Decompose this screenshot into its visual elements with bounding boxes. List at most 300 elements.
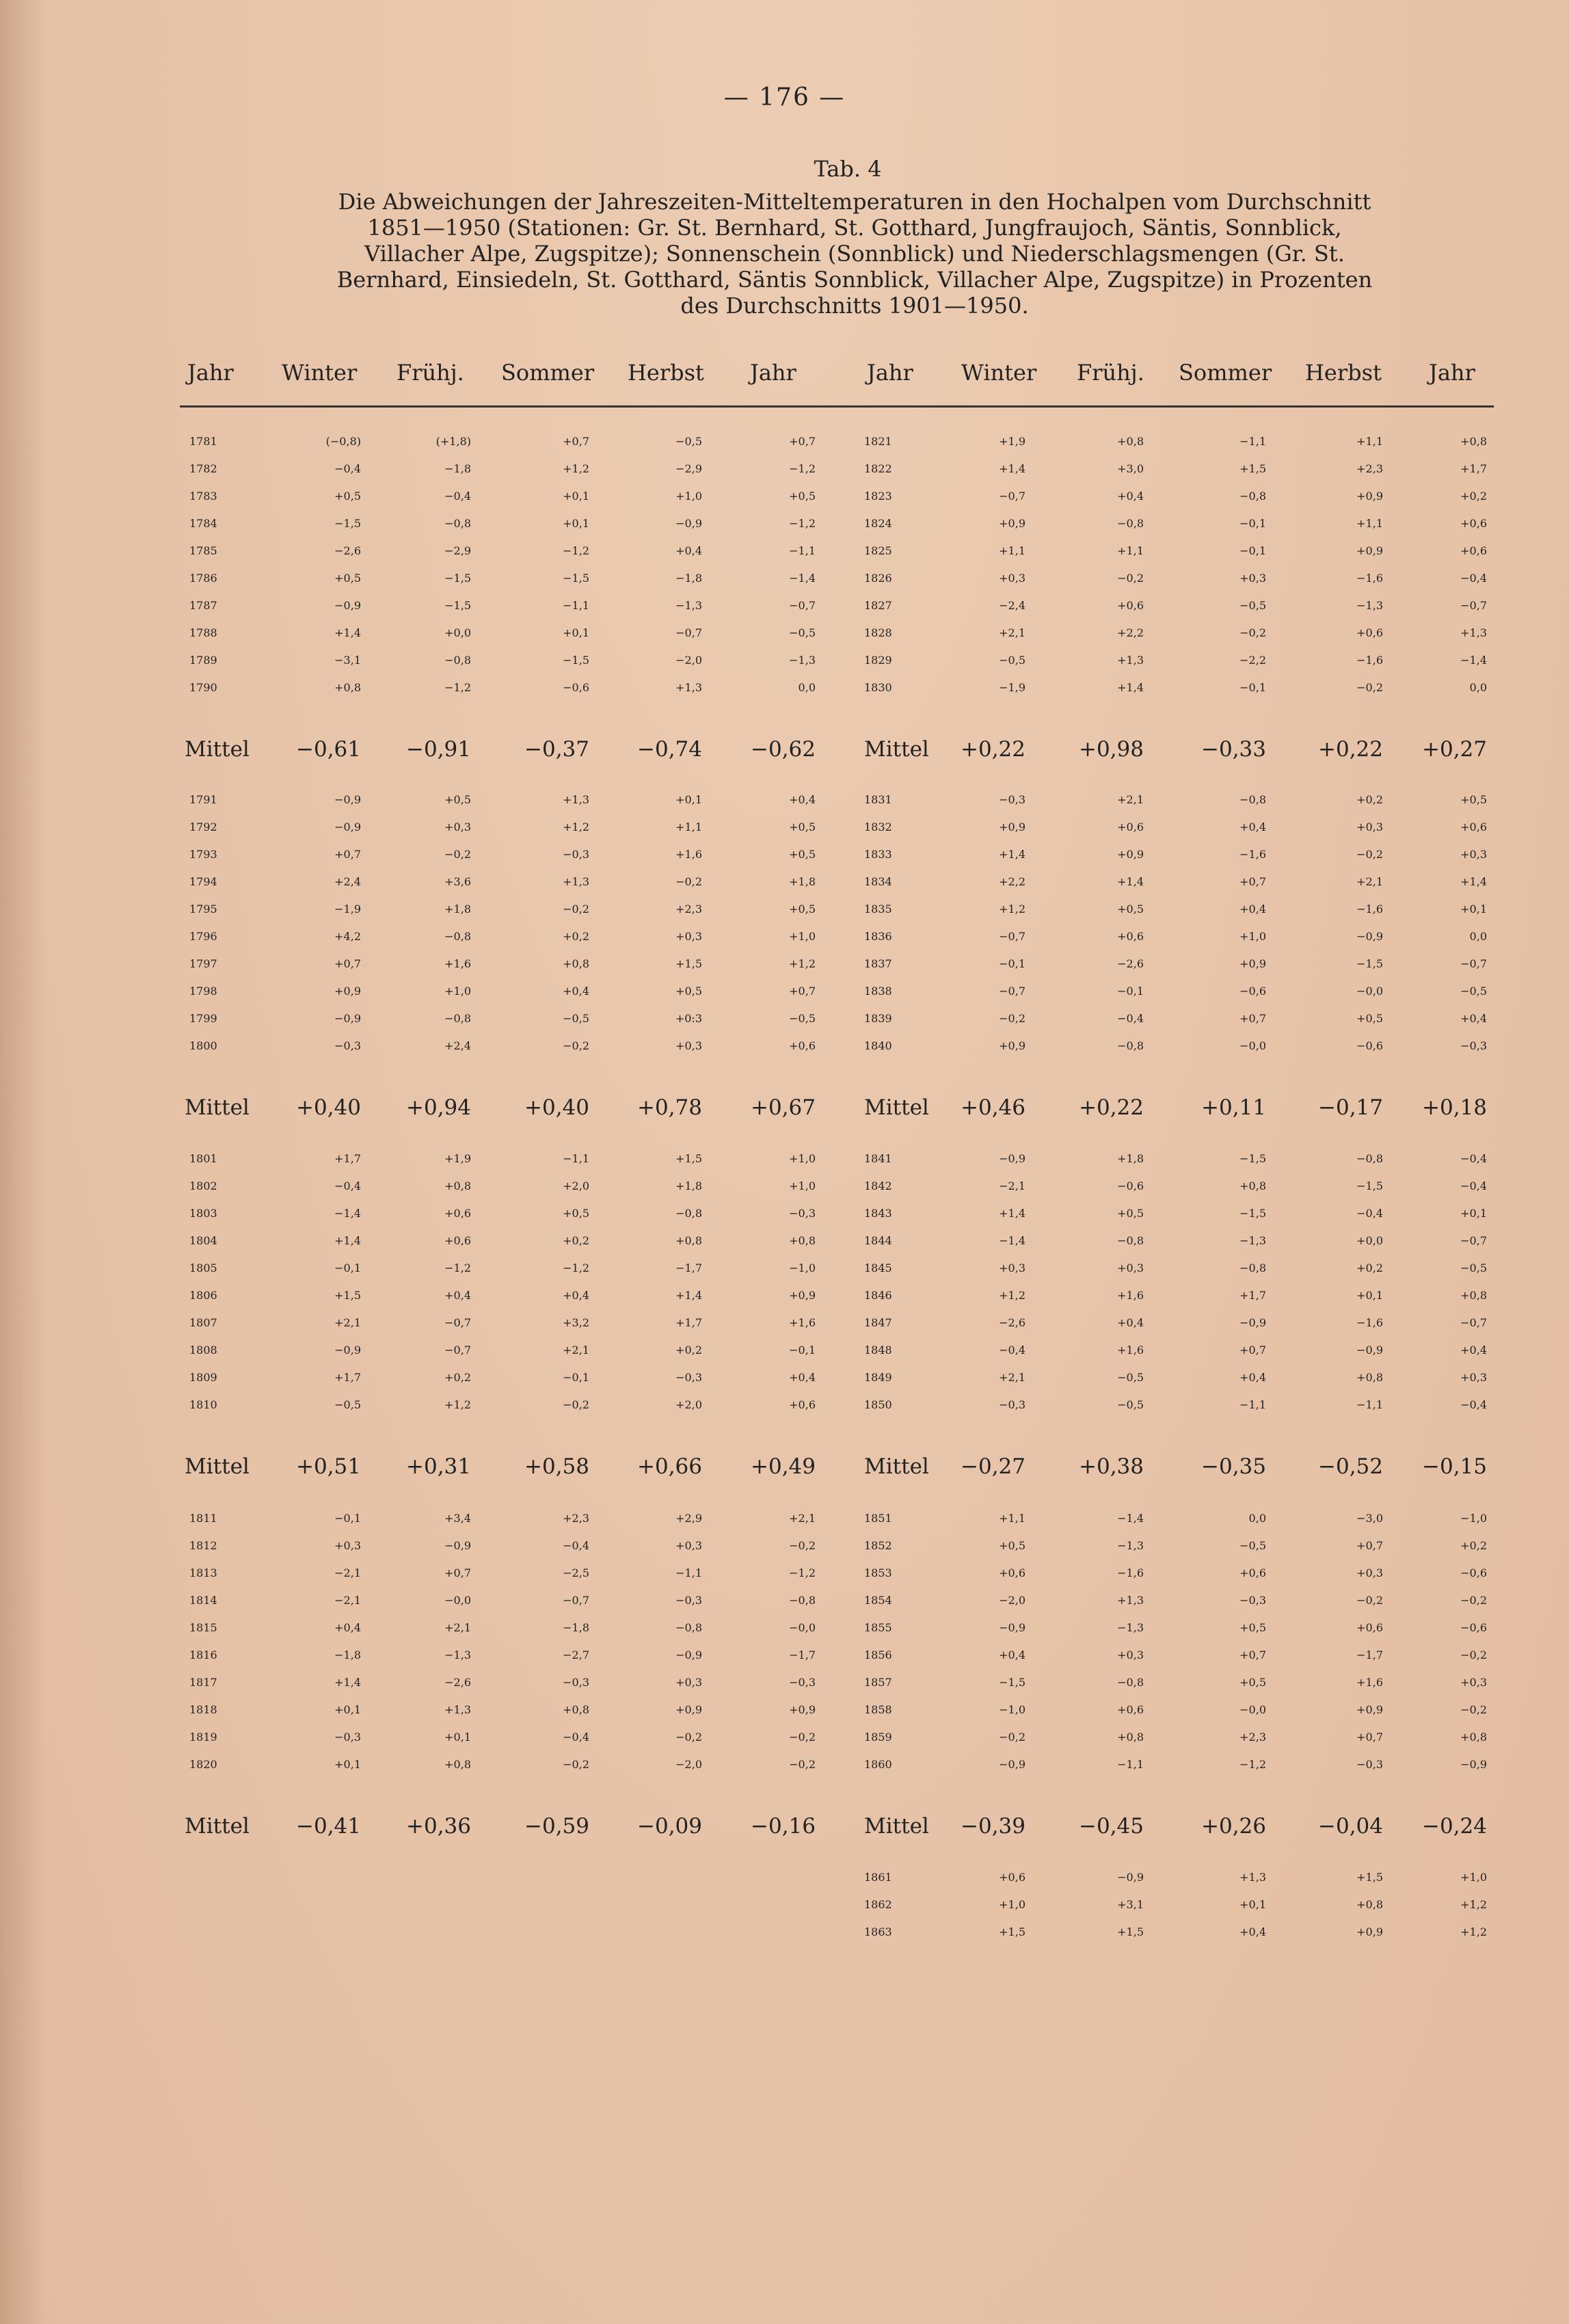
winter-cell: +0,46 <box>961 1095 1025 1120</box>
herbst-cell: +2,1 <box>1356 875 1383 888</box>
herbst-cell: −0,2 <box>675 875 702 888</box>
year-cell: 1787 <box>189 599 217 612</box>
year-cell: 1836 <box>864 930 892 943</box>
year-cell: 1837 <box>864 957 892 970</box>
year-cell: 1838 <box>864 985 892 998</box>
year-cell: 1839 <box>864 1012 892 1025</box>
herbst-cell: +0,8 <box>675 1234 702 1247</box>
jahr-cell: −1,4 <box>789 572 816 585</box>
jahr-cell: 0,0 <box>798 681 816 694</box>
sommer-cell: −2,2 <box>1239 654 1266 667</box>
herbst-cell: +0,6 <box>1356 1621 1383 1634</box>
sommer-cell: +2,3 <box>1239 1731 1266 1744</box>
fruehj-cell: −1,2 <box>444 1261 471 1274</box>
winter-cell: +0,3 <box>334 1539 361 1552</box>
sommer-cell: +0,3 <box>1239 572 1266 585</box>
winter-cell: −1,4 <box>999 1234 1025 1247</box>
fruehj-cell: +0,94 <box>406 1095 471 1120</box>
table-row <box>0 1703 1569 1731</box>
herbst-cell: −1,3 <box>1356 599 1383 612</box>
year-cell: 1856 <box>864 1648 892 1661</box>
year-cell: 1786 <box>189 572 217 585</box>
jahr-cell: −0,4 <box>1460 1152 1487 1165</box>
sommer-cell: −1,2 <box>1239 1758 1266 1771</box>
jahr-cell: +0,5 <box>789 903 816 916</box>
table-row <box>0 462 1569 490</box>
winter-cell: −1,4 <box>334 1207 361 1220</box>
fruehj-cell: +0,6 <box>1117 820 1144 833</box>
year-cell: 1817 <box>189 1676 217 1689</box>
sommer-cell: −0,3 <box>1239 1594 1266 1607</box>
herbst-cell: +0,3 <box>675 930 702 943</box>
herbst-cell: +0,3 <box>675 1676 702 1689</box>
jahr-cell: −1,7 <box>789 1648 816 1661</box>
year-cell: 1789 <box>189 654 217 667</box>
herbst-cell: +2,3 <box>1356 462 1383 475</box>
sommer-cell: −1,1 <box>1239 1398 1266 1411</box>
herbst-cell: +0,2 <box>675 1344 702 1357</box>
herbst-cell: +0,0 <box>1356 1234 1383 1247</box>
herbst-cell: +0,9 <box>1356 1703 1383 1716</box>
winter-cell: −2,1 <box>334 1594 361 1607</box>
herbst-cell: −0,9 <box>1356 930 1383 943</box>
winter-cell: −0,5 <box>334 1398 361 1411</box>
sommer-cell: −0,8 <box>1239 490 1266 503</box>
fruehj-cell: +3,4 <box>444 1512 471 1525</box>
jahr-cell: +1,6 <box>789 1316 816 1329</box>
table-row <box>0 1344 1569 1371</box>
winter-cell: −0,27 <box>961 1454 1025 1479</box>
fruehj-cell: −0,6 <box>1117 1179 1144 1192</box>
jahr-cell: −1,4 <box>1460 654 1487 667</box>
table-row <box>0 848 1569 875</box>
jahr-cell: +1,2 <box>1460 1925 1487 1938</box>
year-cell: 1790 <box>189 681 217 694</box>
fruehj-cell: +0,6 <box>444 1207 471 1220</box>
jahr-cell: +1,0 <box>789 1152 816 1165</box>
herbst-cell: −0,5 <box>675 435 702 448</box>
winter-cell: −1,5 <box>334 517 361 530</box>
fruehj-cell: +0,6 <box>444 1234 471 1247</box>
jahr-cell: +0,2 <box>1460 490 1487 503</box>
winter-cell: −0,3 <box>999 1398 1025 1411</box>
table-row <box>0 572 1569 599</box>
sommer-cell: +0,8 <box>563 1703 589 1716</box>
jahr-cell: +0,4 <box>789 793 816 806</box>
herbst-cell: −0,6 <box>1356 1039 1383 1052</box>
fruehj-cell: −1,3 <box>1117 1539 1144 1552</box>
fruehj-cell: +0,1 <box>444 1731 471 1744</box>
table-row <box>0 1371 1569 1398</box>
table-row <box>0 1152 1569 1179</box>
jahr-cell: +0,9 <box>789 1703 816 1716</box>
sommer-cell: −0,2 <box>563 1758 589 1771</box>
herbst-cell: +1,5 <box>675 957 702 970</box>
table-row <box>0 1234 1569 1261</box>
fruehj-cell: +3,1 <box>1117 1898 1144 1911</box>
winter-cell: −0,9 <box>334 599 361 612</box>
jahr-cell: −0,5 <box>789 626 816 639</box>
year-cell: 1826 <box>864 572 892 585</box>
fruehj-cell: +0,5 <box>1117 1207 1144 1220</box>
winter-cell: −0,3 <box>334 1039 361 1052</box>
jahr-cell: +0,7 <box>789 985 816 998</box>
winter-cell: −0,7 <box>999 930 1025 943</box>
winter-cell: +2,1 <box>999 1371 1025 1384</box>
winter-cell: +0,7 <box>334 848 361 861</box>
jahr-cell: −0,4 <box>1460 1398 1487 1411</box>
jahr-cell: −0,6 <box>1460 1621 1487 1634</box>
herbst-cell: −1,7 <box>1356 1648 1383 1661</box>
herbst-cell: −1,7 <box>675 1261 702 1274</box>
fruehj-cell: −0,8 <box>444 930 471 943</box>
jahr-cell: +1,0 <box>789 930 816 943</box>
jahr-cell: −0,7 <box>1460 599 1487 612</box>
herbst-cell: −0,9 <box>675 517 702 530</box>
winter-cell: +0,9 <box>999 517 1025 530</box>
jahr-cell: +0,2 <box>1460 1539 1487 1552</box>
fruehj-cell: −0,4 <box>444 490 471 503</box>
winter-cell: −1,5 <box>999 1676 1025 1689</box>
herbst-cell: +0,22 <box>1318 737 1383 762</box>
winter-cell: +0,6 <box>999 1566 1025 1579</box>
jahr-cell: +1,2 <box>1460 1898 1487 1911</box>
fruehj-cell: −0,8 <box>444 517 471 530</box>
fruehj-cell: +0,6 <box>1117 930 1144 943</box>
sommer-cell: +0,4 <box>1239 1925 1266 1938</box>
jahr-cell: −0,4 <box>1460 572 1487 585</box>
table-row <box>0 985 1569 1012</box>
year-cell: 1840 <box>864 1039 892 1052</box>
year-cell: 1829 <box>864 654 892 667</box>
herbst-cell: +0,9 <box>1356 1925 1383 1938</box>
winter-cell: −0,39 <box>961 1814 1025 1839</box>
year-cell: 1851 <box>864 1512 892 1525</box>
sommer-cell: −0,2 <box>563 903 589 916</box>
sommer-cell: −0,2 <box>563 1039 589 1052</box>
jahr-cell: −0,3 <box>789 1207 816 1220</box>
winter-cell: +0,5 <box>334 490 361 503</box>
jahr-cell: +0,8 <box>789 1234 816 1247</box>
winter-cell: +1,7 <box>334 1371 361 1384</box>
fruehj-cell: −0,4 <box>1117 1012 1144 1025</box>
mittel-label: Mittel <box>185 737 250 762</box>
jahr-cell: −1,0 <box>789 1261 816 1274</box>
winter-cell: −0,7 <box>999 985 1025 998</box>
herbst-cell: −0,09 <box>637 1814 702 1839</box>
fruehj-cell: +0,8 <box>444 1758 471 1771</box>
sommer-cell: −1,3 <box>1239 1234 1266 1247</box>
winter-cell: −2,6 <box>334 544 361 557</box>
jahr-cell: +0,49 <box>751 1454 816 1479</box>
winter-cell: +4,2 <box>334 930 361 943</box>
winter-cell: +0,9 <box>334 985 361 998</box>
jahr-cell: +0,5 <box>789 490 816 503</box>
jahr-cell: +1,3 <box>1460 626 1487 639</box>
jahr-cell: +0,6 <box>1460 820 1487 833</box>
fruehj-cell: −2,6 <box>1117 957 1144 970</box>
jahr-cell: −0,7 <box>1460 1234 1487 1247</box>
sommer-cell: +1,0 <box>1239 930 1266 943</box>
winter-cell: +0,7 <box>334 957 361 970</box>
sommer-cell: +0,2 <box>563 1234 589 1247</box>
herbst-cell: −1,5 <box>1356 957 1383 970</box>
year-cell: 1788 <box>189 626 217 639</box>
fruehj-cell: +0,38 <box>1079 1454 1144 1479</box>
year-cell: 1808 <box>189 1344 217 1357</box>
fruehj-cell: +0,4 <box>1117 490 1144 503</box>
header-sommer: Sommer <box>501 360 595 386</box>
mittel-label: Mittel <box>185 1095 250 1120</box>
herbst-cell: +0,6 <box>1356 626 1383 639</box>
winter-cell: +2,1 <box>334 1316 361 1329</box>
table-row <box>0 654 1569 681</box>
year-cell: 1855 <box>864 1621 892 1634</box>
jahr-cell: −0,7 <box>789 599 816 612</box>
jahr-cell: −0,2 <box>1460 1594 1487 1607</box>
year-cell: 1843 <box>864 1207 892 1220</box>
table-row <box>0 1648 1569 1676</box>
sommer-cell: −1,5 <box>1239 1207 1266 1220</box>
jahr-cell: +0,4 <box>1460 1344 1487 1357</box>
jahr-cell: +1,0 <box>1460 1871 1487 1884</box>
year-cell: 1811 <box>189 1512 217 1525</box>
herbst-cell: +0:3 <box>675 1012 702 1025</box>
fruehj-cell: −1,4 <box>1117 1512 1144 1525</box>
jahr-cell: +0,6 <box>1460 544 1487 557</box>
fruehj-cell: −0,8 <box>1117 1676 1144 1689</box>
sommer-cell: +3,2 <box>563 1316 589 1329</box>
fruehj-cell: +0,98 <box>1079 737 1144 762</box>
jahr-cell: −0,8 <box>789 1594 816 1607</box>
fruehj-cell: +2,1 <box>1117 793 1144 806</box>
sommer-cell: +0,1 <box>1239 1898 1266 1911</box>
year-cell: 1785 <box>189 544 217 557</box>
winter-cell: +0,3 <box>999 1261 1025 1274</box>
sommer-cell: +1,2 <box>563 462 589 475</box>
sommer-cell: +0,4 <box>563 985 589 998</box>
sommer-cell: +1,3 <box>563 793 589 806</box>
sommer-cell: +0,8 <box>1239 1179 1266 1192</box>
sommer-cell: −1,2 <box>563 1261 589 1274</box>
year-cell: 1801 <box>189 1152 217 1165</box>
sommer-cell: +0,58 <box>524 1454 589 1479</box>
year-cell: 1821 <box>864 435 892 448</box>
jahr-cell: +0,67 <box>751 1095 816 1120</box>
herbst-cell: +0,78 <box>637 1095 702 1120</box>
table-row <box>0 517 1569 544</box>
herbst-cell: −0,8 <box>1356 1152 1383 1165</box>
winter-cell: −0,1 <box>999 957 1025 970</box>
winter-cell: (−0,8) <box>325 435 361 448</box>
fruehj-cell: +1,2 <box>444 1398 471 1411</box>
jahr-cell: −0,3 <box>1460 1039 1487 1052</box>
winter-cell: −0,3 <box>999 793 1025 806</box>
sommer-cell: +0,26 <box>1201 1814 1266 1839</box>
table-row <box>0 875 1569 903</box>
year-cell: 1815 <box>189 1621 217 1634</box>
fruehj-cell: −0,8 <box>1117 1039 1144 1052</box>
jahr-cell: −0,15 <box>1422 1454 1487 1479</box>
year-cell: 1809 <box>189 1371 217 1384</box>
herbst-cell: −1,5 <box>1356 1179 1383 1192</box>
header-herbst: Herbst <box>1305 360 1382 386</box>
year-cell: 1799 <box>189 1012 217 1025</box>
table-row <box>0 1925 1569 1953</box>
herbst-cell: +0,4 <box>675 544 702 557</box>
sommer-cell: −0,9 <box>1239 1316 1266 1329</box>
jahr-cell: −0,24 <box>1422 1814 1487 1839</box>
winter-cell: +1,5 <box>334 1289 361 1302</box>
herbst-cell: −0,3 <box>1356 1758 1383 1771</box>
herbst-cell: −0,4 <box>1356 1207 1383 1220</box>
fruehj-cell: −1,5 <box>444 572 471 585</box>
winter-cell: −0,3 <box>334 1731 361 1744</box>
jahr-cell: +0,3 <box>1460 1371 1487 1384</box>
mittel-label: Mittel <box>185 1814 250 1839</box>
header-winter: Winter <box>961 360 1037 386</box>
winter-cell: −0,7 <box>999 490 1025 503</box>
winter-cell: +0,9 <box>999 820 1025 833</box>
sommer-cell: +2,0 <box>563 1179 589 1192</box>
header-fruehj: Frühj. <box>397 360 464 386</box>
year-cell: 1782 <box>189 462 217 475</box>
winter-cell: +1,1 <box>999 1512 1025 1525</box>
table-row <box>0 1731 1569 1758</box>
fruehj-cell: (+1,8) <box>435 435 471 448</box>
jahr-cell: −1,2 <box>789 1566 816 1579</box>
winter-cell: −0,9 <box>334 1344 361 1357</box>
table-row <box>0 1898 1569 1925</box>
sommer-cell: −0,3 <box>563 1676 589 1689</box>
winter-cell: −0,41 <box>296 1814 361 1839</box>
year-cell: 1830 <box>864 681 892 694</box>
sommer-cell: +0,4 <box>1239 1371 1266 1384</box>
herbst-cell: −1,1 <box>675 1566 702 1579</box>
jahr-cell: −1,0 <box>1460 1512 1487 1525</box>
year-cell: 1798 <box>189 985 217 998</box>
herbst-cell: +1,7 <box>675 1316 702 1329</box>
herbst-cell: +1,4 <box>675 1289 702 1302</box>
table-row <box>0 930 1569 957</box>
sommer-cell: −0,2 <box>1239 626 1266 639</box>
fruehj-cell: −0,2 <box>1117 572 1144 585</box>
sommer-cell: +0,1 <box>563 626 589 639</box>
herbst-cell: −0,2 <box>1356 1594 1383 1607</box>
year-cell: 1852 <box>864 1539 892 1552</box>
header-divider <box>180 405 1494 408</box>
year-cell: 1835 <box>864 903 892 916</box>
jahr-cell: +1,7 <box>1460 462 1487 475</box>
year-cell: 1802 <box>189 1179 217 1192</box>
header-jahr: Jahr <box>187 360 234 386</box>
winter-cell: +0,4 <box>999 1648 1025 1661</box>
fruehj-cell: +1,9 <box>444 1152 471 1165</box>
sommer-cell: −0,6 <box>1239 985 1266 998</box>
sommer-cell: −0,1 <box>1239 544 1266 557</box>
jahr-cell: −1,3 <box>789 654 816 667</box>
herbst-cell: +1,8 <box>675 1179 702 1192</box>
fruehj-cell: −0,9 <box>1117 1871 1144 1884</box>
jahr-cell: −0,16 <box>751 1814 816 1839</box>
herbst-cell: +1,5 <box>1356 1871 1383 1884</box>
year-cell: 1832 <box>864 820 892 833</box>
herbst-cell: −1,6 <box>1356 572 1383 585</box>
herbst-cell: −2,0 <box>675 1758 702 1771</box>
jahr-cell: +0,5 <box>789 848 816 861</box>
sommer-cell: −0,37 <box>524 737 589 762</box>
sommer-cell: −0,7 <box>563 1594 589 1607</box>
sommer-cell: −0,1 <box>563 1371 589 1384</box>
table-row <box>0 544 1569 572</box>
winter-cell: +1,7 <box>334 1152 361 1165</box>
year-cell: 1807 <box>189 1316 217 1329</box>
winter-cell: −0,9 <box>999 1152 1025 1165</box>
year-cell: 1823 <box>864 490 892 503</box>
year-cell: 1803 <box>189 1207 217 1220</box>
sommer-cell: −0,5 <box>1239 599 1266 612</box>
sommer-cell: 0,0 <box>1248 1512 1266 1525</box>
year-cell: 1842 <box>864 1179 892 1192</box>
winter-cell: −0,9 <box>334 793 361 806</box>
winter-cell: +0,5 <box>334 572 361 585</box>
jahr-cell: −0,9 <box>1460 1758 1487 1771</box>
fruehj-cell: −0,8 <box>1117 517 1144 530</box>
year-cell: 1824 <box>864 517 892 530</box>
winter-cell: −0,1 <box>334 1512 361 1525</box>
table-caption: Die Abweichungen der Jahreszeiten-Mitteltemperaturen in den Hochalpen vom Durchschnitt 1851—1950 (Stationen: Gr. St. Bernhard, St. Gotthard, Jungfraujoch, Säntis, Sonnblick, Villacher Alpe, Zugspitze); Sonnenschein (Sonnblick) und Niederschlagsmengen (Gr. St. Bernhard, Einsiedeln, St. Gotthard, Säntis Sonnblick, Villacher Alpe, Zugspitze) in Prozenten des Durchschnitts 1901—1950. <box>336 189 1373 319</box>
table-label: Tab. 4 <box>814 156 882 182</box>
winter-cell: +0,1 <box>334 1758 361 1771</box>
year-cell: 1845 <box>864 1261 892 1274</box>
herbst-cell: −0,7 <box>675 626 702 639</box>
winter-cell: +1,4 <box>999 1207 1025 1220</box>
fruehj-cell: +0,3 <box>444 820 471 833</box>
fruehj-cell: +3,6 <box>444 875 471 888</box>
winter-cell: −2,0 <box>999 1594 1025 1607</box>
herbst-cell: −0,74 <box>637 737 702 762</box>
herbst-cell: +0,7 <box>1356 1539 1383 1552</box>
mittel-label: Mittel <box>864 1095 929 1120</box>
winter-cell: −3,1 <box>334 654 361 667</box>
sommer-cell: +0,4 <box>1239 820 1266 833</box>
herbst-cell: −0,52 <box>1318 1454 1383 1479</box>
sommer-cell: +0,5 <box>563 1207 589 1220</box>
herbst-cell: +0,5 <box>675 985 702 998</box>
sommer-cell: −0,2 <box>563 1398 589 1411</box>
year-cell: 1784 <box>189 517 217 530</box>
table-row <box>0 1539 1569 1566</box>
herbst-cell: +0,1 <box>1356 1289 1383 1302</box>
winter-cell: +0,4 <box>334 1621 361 1634</box>
table-row <box>0 820 1569 848</box>
fruehj-cell: +0,5 <box>444 793 471 806</box>
year-cell: 1863 <box>864 1925 892 1938</box>
winter-cell: +2,2 <box>999 875 1025 888</box>
year-cell: 1810 <box>189 1398 217 1411</box>
year-cell: 1797 <box>189 957 217 970</box>
winter-cell: −0,5 <box>999 654 1025 667</box>
herbst-cell: +0,9 <box>1356 544 1383 557</box>
year-cell: 1844 <box>864 1234 892 1247</box>
year-cell: 1806 <box>189 1289 217 1302</box>
sommer-cell: −0,1 <box>1239 681 1266 694</box>
table-row <box>0 903 1569 930</box>
sommer-cell: −0,4 <box>563 1539 589 1552</box>
fruehj-cell: −1,5 <box>444 599 471 612</box>
sommer-cell: +0,7 <box>563 435 589 448</box>
fruehj-cell: −0,7 <box>444 1316 471 1329</box>
